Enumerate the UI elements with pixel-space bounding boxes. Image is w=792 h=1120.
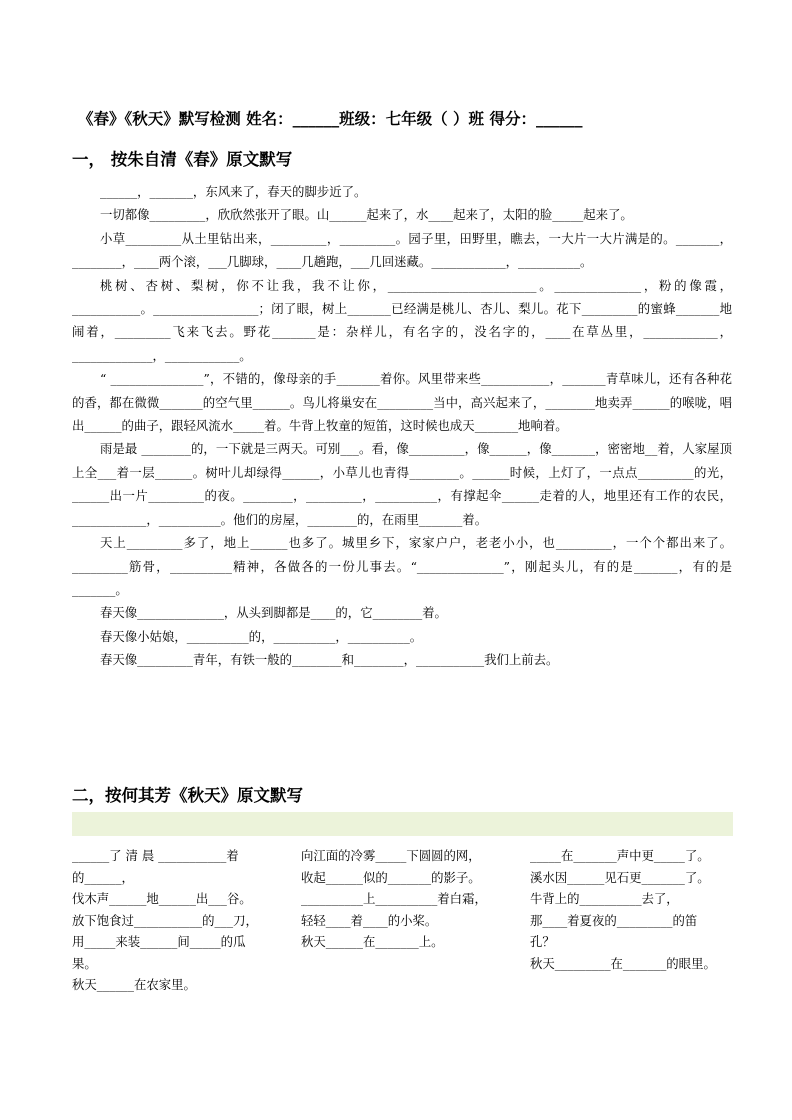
- poem-line: 牛背上的__________去了，: [530, 891, 679, 906]
- passage-line: 春天像小姑娘，__________的，__________，__________。: [100, 628, 423, 644]
- passage-paragraph: 桃树、杏树、梨树，你不让我，我不让你，________________________。______________，粉的像霞，___________。_________________；闭了眼，树上_______已经满是桃儿、杏儿、梨儿。花下_________的蜜蜂_______地闹着，_________飞来飞去。野花_______是：杂样儿，有名字的，没名字的，____在草丛里，____________，_____________，____________。: [72, 277, 732, 363]
- poem-line: ______了 清 晨 ___________着: [72, 848, 239, 863]
- poem-column-2: [301, 845, 487, 953]
- poem-line: _____在_______声中更_____了。: [530, 848, 710, 863]
- passage-line: ______，_______，东风来了，春天的脚步近了。: [100, 184, 367, 199]
- passage-paragraph: 雨是最 ________的，一下就是三两天。可别___。看，像_________，像______，像_______，密密地__着，人家屋顶上全___着一层______。树叶儿却绿得______，小草儿也青得________。______时候，上灯了，一点点_________的光，______出一片_________的夜。________，_________，__________，有撑起伞______走着的人，地里还有工作的农民，____________，__________。他们的房屋，________的，在雨里_______着。: [72, 441, 732, 527]
- poem-line: 秋天_________在_______的眼里。: [530, 955, 716, 971]
- section2-heading: 二，按何其芳《秋天》原文默写: [72, 786, 303, 805]
- section1-heading: 一， 按朱自清《春》原文默写: [72, 150, 293, 169]
- poem-line: 收起______似的_______的影子。: [301, 869, 481, 885]
- highlight-band: [72, 812, 733, 836]
- poem-line: 的______，: [72, 869, 134, 885]
- poem-line: 秋天______在_______上。: [301, 934, 444, 949]
- poem-line: 向江面的冷雾_____下圆圆的网，: [301, 848, 481, 863]
- poem-line: 孔？: [530, 934, 555, 949]
- poem-line: __________上__________着白霜，: [301, 891, 487, 906]
- poem-line: 果。: [72, 955, 97, 971]
- poem-column-1: [72, 845, 258, 996]
- passage-paragraph: 天上_________多了，地上______也多了。城里乡下，家家户户，老老小小，也_________，一个个都出来了。_________筋骨，__________精神，各做各的一份儿事去。“______________”，刚起头儿，有的是_______，有的是_______。: [72, 535, 732, 597]
- passage-line: 春天像_________青年，有铁一般的________和________，___________我们上前去。: [100, 652, 559, 668]
- poem-line: 伐木声______地______出___谷。: [72, 891, 252, 906]
- poem-column-3: [530, 845, 716, 974]
- poem-line: 秋天______在农家里。: [72, 977, 196, 992]
- poem-line: 用_____来装______间_____的瓜: [72, 934, 246, 949]
- poem-line: 溪水因______见石更_______了。: [530, 869, 710, 885]
- passage-line: 一切都像_________，欣欣然张开了眼。山______起来了，水____起来了，太阳的脸_____起来了。: [100, 207, 633, 223]
- worksheet-title: 《春》《秋天》默写检测 姓名：______班级：七年级（ ）班 得分：______: [78, 110, 583, 128]
- passage-paragraph: 小草_________从土里钻出来，_________，_________。园子里，田野里，瞧去，一大片一大片满是的。_______，________，____两个滚，___几脚球，____几趟跑，___几回迷藏。____________，__________。: [72, 230, 732, 270]
- poem-line: 那____着夏夜的_________的笛: [530, 912, 698, 928]
- poem-line: 轻轻____着____的小桨。: [301, 912, 438, 928]
- poem-line: 放下饱食过___________的___刀，: [72, 912, 258, 928]
- passage-line: 春天像______________，从头到脚都是____的，它________着。: [100, 605, 447, 621]
- section1-passage: [72, 180, 732, 672]
- passage-paragraph: “ _______________”，不错的，像母亲的手_______着你。风里带来些___________，_______青草味儿，还有各种花的香，都在微微_______的空气里______。鸟儿将巢安在_________当中，高兴起来了，________地卖弄______的喉咙，唱出______的曲子，跟轻风流水_____着。牛背上牧童的短笛，这时候也成天_______地响着。: [72, 371, 732, 434]
